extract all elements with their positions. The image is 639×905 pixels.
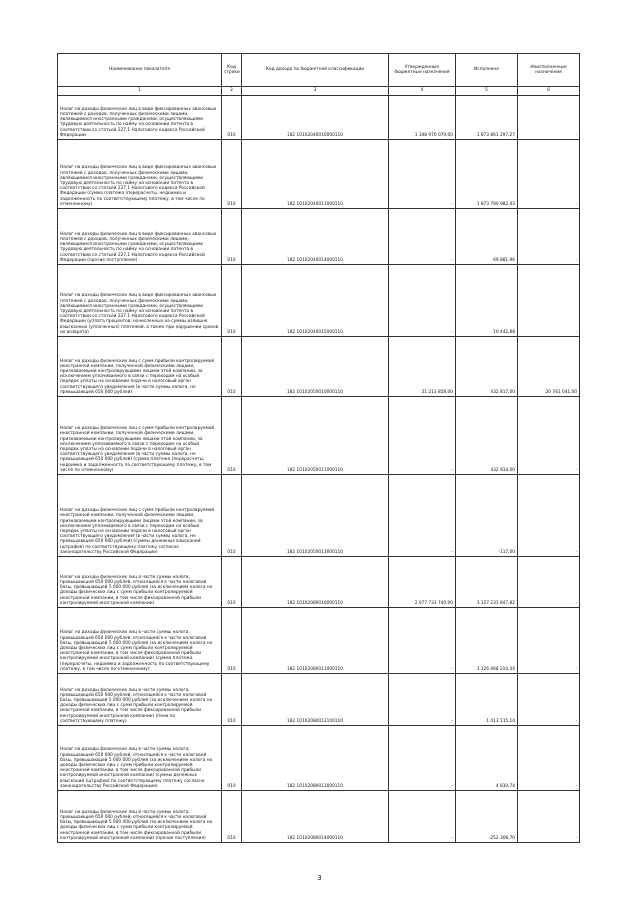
income-code: 182 10102080010000110 [242,557,389,608]
income-code: 182 10102050013000110 [242,475,389,557]
table-row [58,265,580,337]
column-number: 3 [242,87,389,96]
indicator-name: Налог на доходы физических лиц в виде фиксированных авансовых платежей с доходов, полученных физическими лицами, являющимися иностранными гражданами, осуществляющими трудовую деятельность по найму на основании патента в соответствии со статьей 227.1 Налогового кодекса Российской Федерации (уплата процентов, начисленных на суммы излишне взысканных (уплаченных) платежей, а также при нарушении сроков их возврата) [58,265,222,337]
approved-value: 1 348 970 070,00 [389,96,456,140]
indicator-name: Налог на доходы физических лиц в виде фиксированных авансовых платежей с доходов, полученных физическими лицами, являющимися иностранными гражданами, осуществляющими трудовую деятельность по найму на основании патента в соответствии со статьей 227.1 Налогового кодекса Российской Федерации (сумма платежа (перерасчеты, недоимка и задолженность по соответствующему платежу, в том числе по отмененному) [58,140,222,209]
income-code: 182 10102050011000110 [242,397,389,475]
table-row [58,209,580,265]
income-code: 182 10102040010000110 [242,96,389,140]
table-row [58,608,580,674]
unexecuted-value: - [518,475,580,557]
header-indicator-name: Наименование показателя [58,54,222,87]
budget-execution-table [57,53,580,843]
line-code: 010 [222,674,242,726]
line-code: 010 [222,608,242,674]
income-code: 182 10102080012100110 [242,674,389,726]
line-code: 010 [222,475,242,557]
header-executed: Исполнено [456,54,518,87]
header-approved: Утвержденные бюджетные назначения [389,54,456,87]
executed-value: -252 308,70 [456,791,518,843]
executed-value: 3 127 231 847,82 [456,557,518,608]
line-code: 010 [222,726,242,791]
unexecuted-value: - [518,140,580,209]
unexecuted-value: - [518,209,580,265]
indicator-name: Налог на доходы физических лиц с сумм прибыли контролируемой иностранной компании, полученной физическими лицами, признаваемыми контролирующими лицами этой компании, за исключением уплачиваемого в связи с переходом на особый порядок уплаты на основании подачи в налоговый орган соответствующего уведомления (в части суммы налога, не превышающей 650 000 рублей) [58,337,222,397]
executed-value: 1 413 115,14 [456,674,518,726]
column-number: 1 [58,87,222,96]
income-code: 182 10102040011000110 [242,140,389,209]
line-code: 010 [222,140,242,209]
column-number-row [58,87,580,96]
header-line-code: Код строки [222,54,242,87]
income-code: 182 10102050010000110 [242,337,389,397]
header-unexecuted: Неисполненные назначения [518,54,580,87]
table-row [58,557,580,608]
unexecuted-value: - [518,397,580,475]
header-income-code: Код дохода по бюджетной классификации [242,54,389,87]
unexecuted-value: - [518,557,580,608]
indicator-name: Налог на доходы физических лиц в части суммы налога, превышающей 650 000 рублей, относящейся к части налоговой базы, превышающей 5 000 000 рублей (за исключением налога на доходы физических лиц с сумм прибыли контролируемой иностранной компании, в том числе фиксированной прибыли контролируемой иностранной компании) (прочие поступления) [58,791,222,843]
indicator-name: Налог на доходы физических лиц в виде фиксированных авансовых платежей с доходов, полученных физическими лицами, являющимися иностранными гражданами, осуществляющими трудовую деятельность по найму на основании патента в соответствии со статьей 227.1 Налогового кодекса Российской Федерации (прочие поступления) [58,209,222,265]
unexecuted-value: - [518,608,580,674]
column-number: 4 [389,87,456,96]
table-row [58,674,580,726]
approved-value: - [389,674,456,726]
unexecuted-value: - [518,791,580,843]
indicator-name: Налог на доходы физических лиц с сумм прибыли контролируемой иностранной компании, полученной физическими лицами, признаваемыми контролирующими лицами этой компании, за исключением уплачиваемого в связи с переходом на особый порядок уплаты на основании подачи в налоговый орган соответствующего уведомления (в части суммы налога, не превышающей 650 000 рублей) (сумма платежа (перерасчеты, недоимка и задолженность по соответствующему платежу, в том числе по отмененному) [58,397,222,475]
indicator-name: Налог на доходы физических лиц в виде фиксированных авансовых платежей с доходов, полученных физическими лицами, являющимися иностранными гражданами, осуществляющими трудовую деятельность по найму на основании патента в соответствии со статьей 227.1 Налогового кодекса Российской Федерации [58,96,222,140]
table-row [58,475,580,557]
approved-value: - [389,475,456,557]
approved-value: - [389,791,456,843]
table-row [58,397,580,475]
indicator-name: Налог на доходы физических лиц в части суммы налога, превышающей 650 000 рублей, относящейся к части налоговой базы, превышающей 5 000 000 рублей (за исключением налога на доходы физических лиц с сумм прибыли контролируемой иностранной компании, в том числе фиксированной прибыли контролируемой иностранной компании) (пени по соответствующему платежу) [58,674,222,726]
column-number: 6 [518,87,580,96]
line-code: 010 [222,337,242,397]
executed-value: 1 873 780 982,43 [456,140,518,209]
executed-value: 10 442,88 [456,265,518,337]
page-number: 3 [317,874,322,882]
executed-value: -117,00 [456,475,518,557]
column-number: 2 [222,87,242,96]
executed-value: 3 126 068 210,44 [456,608,518,674]
unexecuted-value: - [518,726,580,791]
line-code: 010 [222,791,242,843]
approved-value: - [389,209,456,265]
executed-value: 69 881,96 [456,209,518,265]
unexecuted-value: 20 781 041,00 [518,337,580,397]
header-row [58,54,580,87]
income-code: 182 10102080011000110 [242,608,389,674]
approved-value: 21 213 858,00 [389,337,456,397]
approved-value: 2 077 733 740,00 [389,557,456,608]
executed-value: 432 934,00 [456,397,518,475]
approved-value: - [389,265,456,337]
table-row [58,96,580,140]
executed-value: 432 817,00 [456,337,518,397]
indicator-name: Налог на доходы физических лиц в части суммы налога, превышающей 650 000 рублей, относящейся к части налоговой базы, превышающей 5 000 000 рублей (за исключением налога на доходы физических лиц с сумм прибыли контролируемой иностранной компании, в том числе фиксированной прибыли контролируемой иностранной компании) [58,557,222,608]
line-code: 010 [222,265,242,337]
approved-value: - [389,726,456,791]
approved-value: - [389,608,456,674]
indicator-name: Налог на доходы физических лиц в части суммы налога, превышающей 650 000 рублей, относящейся к части налоговой базы, превышающей 5 000 000 рублей (за исключением налога на доходы физических лиц с сумм прибыли контролируемой иностранной компании, в том числе фиксированной прибыли контролируемой иностранной компании) (суммы денежных взысканий (штрафов) по соответствующему платежу согласно законодательству Российской Федерации) [58,726,222,791]
column-number: 5 [456,87,518,96]
line-code: 010 [222,557,242,608]
table-row [58,791,580,843]
income-code: 182 10102080013000110 [242,726,389,791]
income-code: 182 10102080014000110 [242,791,389,843]
indicator-name: Налог на доходы физических лиц в части суммы налога, превышающей 650 000 рублей, относящейся к части налоговой базы, превышающей 5 000 000 рублей (за исключением налога на доходы физических лиц с сумм прибыли контролируемой иностранной компании, в том числе фиксированной прибыли контролируемой иностранной компании) (сумма платежа (перерасчеты, недоимка и задолженность по соответствующему платежу, в том числе по отмененному) [58,608,222,674]
table-row [58,140,580,209]
table-row [58,726,580,791]
executed-value: 4 830,74 [456,726,518,791]
table-row [58,337,580,397]
line-code: 010 [222,209,242,265]
income-code: 182 10102040015000110 [242,265,389,337]
approved-value: - [389,397,456,475]
line-code: 010 [222,96,242,140]
approved-value: - [389,140,456,209]
line-code: 010 [222,397,242,475]
income-code: 182 10102040014000110 [242,209,389,265]
indicator-name: Налог на доходы физических лиц с сумм прибыли контролируемой иностранной компании, полученной физическими лицами, признаваемыми контролирующими лицами этой компании, за исключением уплачиваемого в связи с переходом на особый порядок уплаты на основании подачи в налоговый орган соответствующего уведомления (в части суммы налога, не превышающей 650 000 рублей) (суммы денежных взысканий (штрафов) по соответствующему платежу согласно законодательству Российской Федерации) [58,475,222,557]
unexecuted-value: - [518,96,580,140]
unexecuted-value: - [518,674,580,726]
unexecuted-value: - [518,265,580,337]
executed-value: 1 873 861 297,27 [456,96,518,140]
